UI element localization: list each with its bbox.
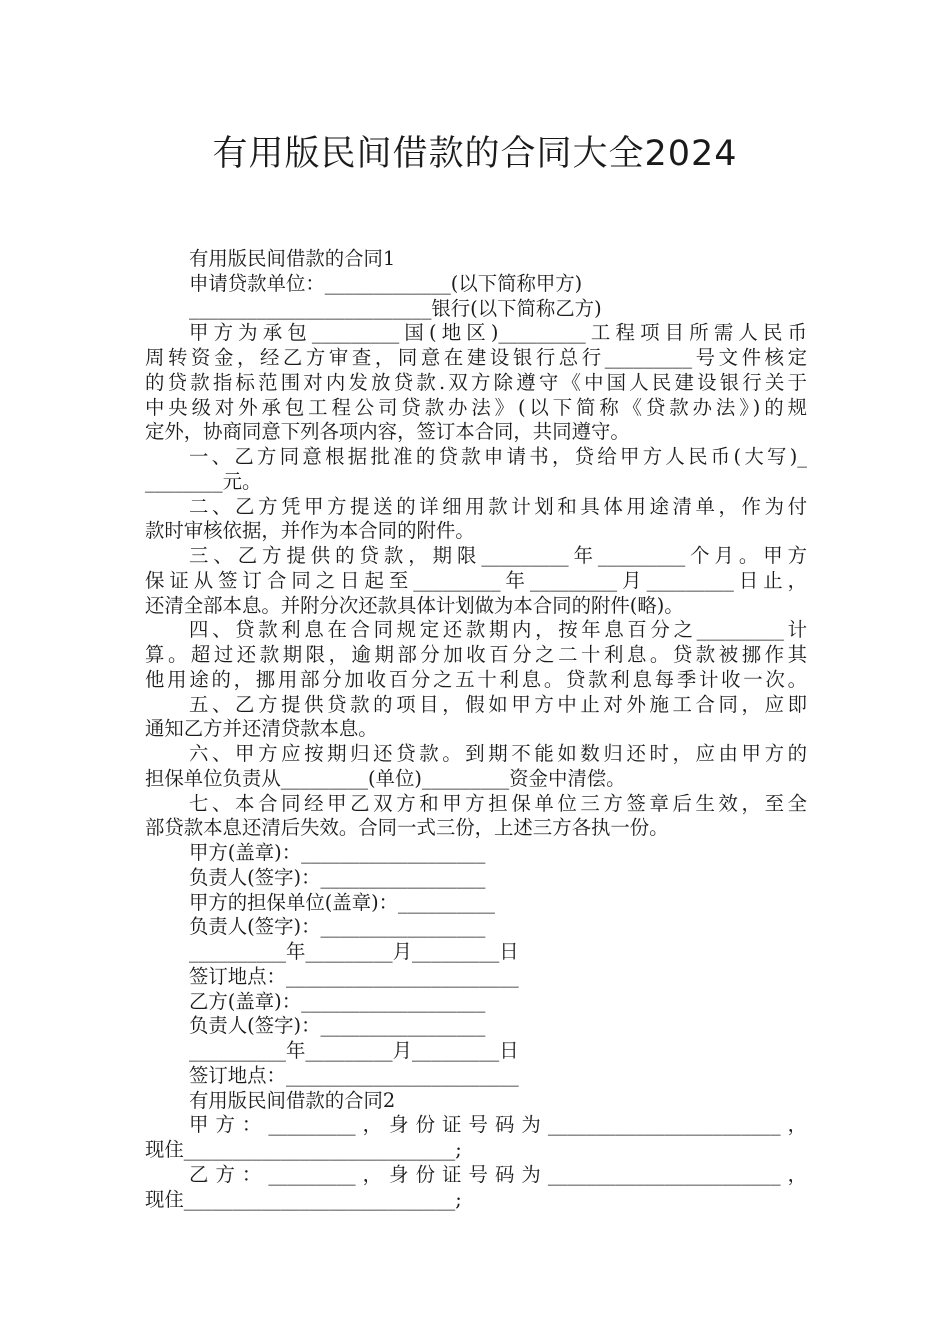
- clause-3-line: 保证从签订合同之日起至_________年_________月_________日止，: [145, 568, 807, 592]
- paragraph-line: 周转资金，经乙方审查，同意在建设银行总行_________号文件核定: [145, 346, 807, 369]
- clause-2-line: 二、乙方凭甲方提送的详细用款计划和具体用途清单，作为付: [189, 494, 807, 518]
- party-b-address-line: 现住____________________________;: [145, 1187, 462, 1211]
- paragraph-line: 甲方为承包_________国(地区)_________工程项目所需人民币: [189, 321, 807, 345]
- clause-3-line: 还清全部本息。并附分次还款具体计划做为本合同的附件(略)。: [145, 593, 684, 617]
- party-a-line: 甲方：_________，身份证号码为________________________，: [189, 1113, 807, 1137]
- contract-1-heading: 有用版民间借款的合同1: [189, 247, 396, 270]
- paragraph-line: 定外，协商同意下列各项内容，签订本合同，共同遵守。: [145, 420, 630, 444]
- signature-line: 负责人(签字)：_________________: [189, 865, 486, 889]
- party-a-address-line: 现住____________________________;: [145, 1138, 462, 1161]
- signature-line: 负责人(签字)：_________________: [189, 915, 486, 939]
- signature-line: 甲方(盖章)：___________________: [189, 841, 486, 864]
- contract-2-heading: 有用版民间借款的合同2: [189, 1088, 396, 1112]
- clause-1-line: 一、乙方同意根据批准的贷款申请书，贷给甲方人民币(大写)_: [189, 445, 807, 468]
- clause-7-line: 部贷款本息还清后失效。合同一式三份，上述三方各执一份。: [145, 816, 669, 840]
- clause-4-line: 四、贷款利息在合同规定还款期内，按年息百分之_________计: [189, 618, 807, 642]
- signature-line: 负责人(签字)：_________________: [189, 1014, 486, 1038]
- clause-6-line: 担保单位负责从_________(单位)_________资金中清偿。: [145, 766, 626, 790]
- bank-line: _________________________银行(以下简称乙方): [189, 296, 602, 320]
- place-line: 签订地点：________________________: [189, 964, 519, 988]
- clause-5-line: 五、乙方提供贷款的项目，假如甲方中止对外施工合同，应即: [189, 692, 807, 716]
- date-line: __________年_________月_________日: [189, 1039, 519, 1062]
- clause-4-line: 他用途的，挪用部分加收百分之五十利息。贷款利息每季计收一次。: [145, 667, 807, 691]
- clause-1-line: ________元。: [145, 469, 262, 493]
- paragraph-line: 的贷款指标范围对内发放贷款.双方除遵守《中国人民建设银行关于: [145, 370, 807, 394]
- signature-line: 乙方(盖章)：___________________: [189, 989, 486, 1013]
- party-b-line: 乙方：_________，身份证号码为________________________，: [189, 1162, 807, 1186]
- document-title: 有用版民间借款的合同大全2024: [212, 134, 738, 174]
- clause-6-line: 六、甲方应按期归还贷款。到期不能如数归还时，应由甲方的: [189, 742, 807, 765]
- applicant-line: 申请贷款单位：_____________(以下简称甲方): [189, 271, 583, 295]
- document-body: [145, 247, 807, 1212]
- clause-2-line: 款时审核依据，并作为本合同的附件。: [145, 519, 475, 543]
- clause-5-line: 通知乙方并还清贷款本息。: [145, 717, 378, 741]
- clause-3-line: 三、乙方提供的贷款，期限_________年_________个月。甲方: [189, 544, 807, 567]
- paragraph-line: 中央级对外承包工程公司贷款办法》(以下简称《贷款办法》)的规: [145, 395, 807, 419]
- date-line: __________年_________月_________日: [189, 940, 519, 963]
- place-line: 签订地点：________________________: [189, 1063, 519, 1087]
- signature-line: 甲方的担保单位(盖章)：__________: [189, 890, 495, 914]
- clause-7-line: 七、本合同经甲乙双方和甲方担保单位三方签章后生效，至全: [189, 791, 807, 815]
- clause-4-line: 算。超过还款期限，逾期部分加收百分之二十利息。贷款被挪作其: [145, 643, 807, 666]
